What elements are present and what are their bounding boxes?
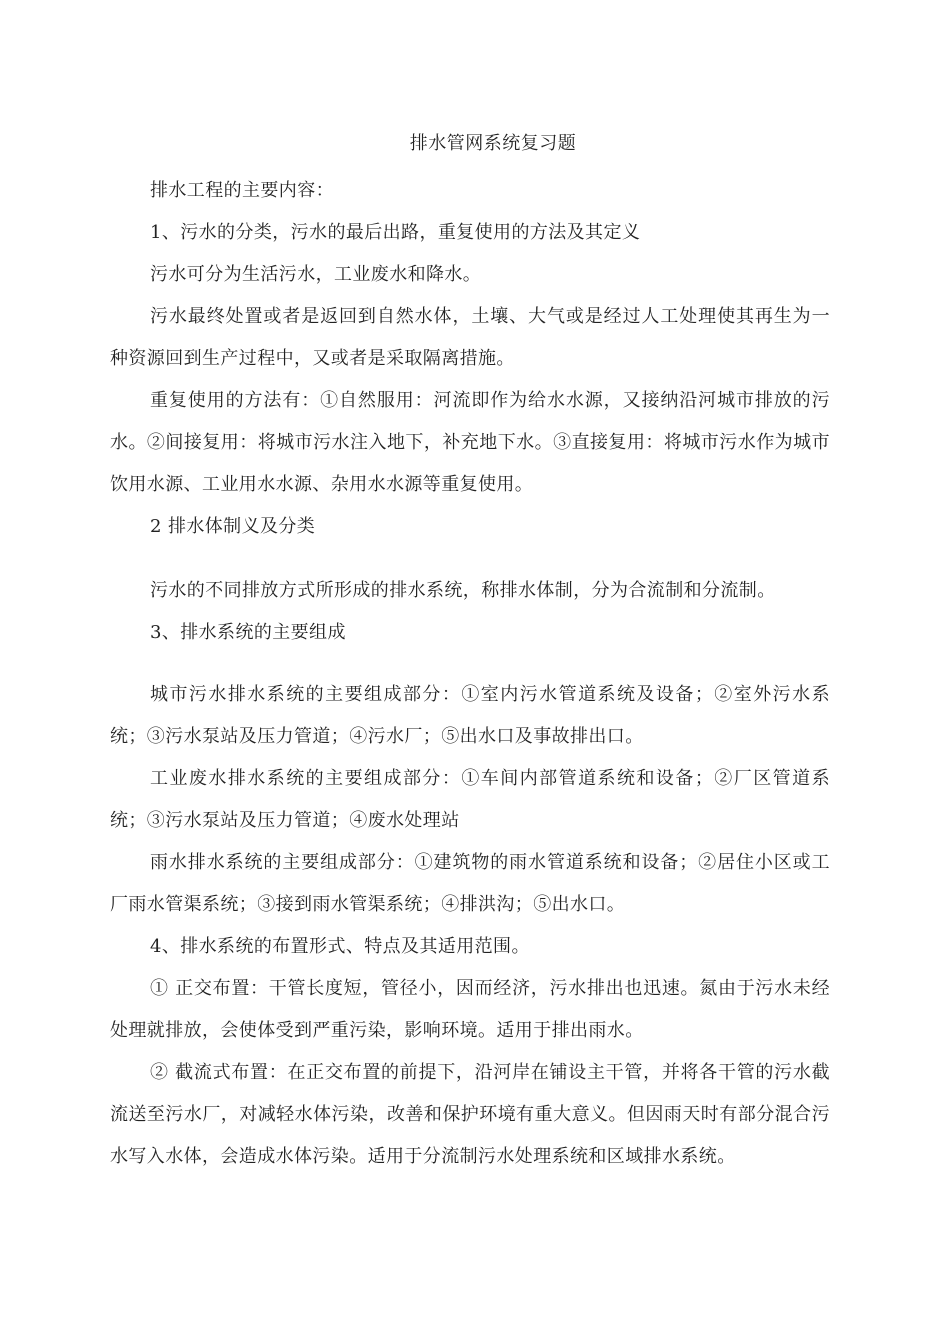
paragraph-heading-2: 2 排水体制义及分类 [150,516,316,537]
paragraph-heading-4: 4、排水系统的布置形式、特点及其适用范围。 [150,936,530,957]
paragraph-rainwater: 雨水排水系统的主要组成部分：①建筑物的雨水管道系统和设备；②居住小区或工厂雨水管渠系统；③接到雨水管渠系统；④排洪沟；⑤出水口。 [110,852,830,915]
paragraph-reuse-methods: 重复使用的方法有：①自然服用：河流即作为给水水源，又接纳沿河城市排放的污水。②间接复用：将城市污水注入地下，补充地下水。③直接复用：将城市污水作为城市饮用水源、工业用水水源、杂用水水源等重复使用。 [110,390,830,495]
paragraph-heading-3: 3、排水系统的主要组成 [150,622,346,643]
paragraph-intercepting-layout: ② 截流式布置：在正交布置的前提下，沿河岸在铺设主干管，并将各干管的污水截流送至污水厂，对减轻水体污染，改善和保护环境有重大意义。但因雨天时有部分混合污水写入水体，会造成水体污染。适用于分流制污水处理系统和区域排水系统。 [110,1062,830,1167]
paragraph-drainage-system: 污水的不同排放方式所形成的排水系统，称排水体制，分为合流制和分流制。 [150,580,776,601]
paragraph-urban-sewage: 城市污水排水系统的主要组成部分：①室内污水管道系统及设备；②室外污水系统；③污水泵站及压力管道；④污水厂；⑤出水口及事故排出口。 [110,684,830,747]
paragraph-heading-1: 1、污水的分类，污水的最后出路，重复使用的方法及其定义 [150,222,641,243]
document-body [110,170,830,1178]
paragraph-classification: 污水可分为生活污水，工业废水和降水。 [150,264,482,285]
paragraph-orthogonal-layout: ① 正交布置：干管长度短，管径小，因而经济，污水排出也迅速。氮由于污水未经处理就排放，会使体受到严重污染，影响环境。适用于排出雨水。 [110,978,830,1041]
paragraph-final-disposal: 污水最终处置或者是返回到自然水体，土壤、大气或是经过人工处理使其再生为一种资源回到生产过程中，又或者是采取隔离措施。 [110,306,830,369]
document-title: 排水管网系统复习题 [409,133,577,154]
paragraph-industrial-wastewater: 工业废水排水系统的主要组成部分：①车间内部管道系统和设备；②厂区管道系统；③污水泵站及压力管道；④废水处理站 [110,768,830,831]
paragraph-intro: 排水工程的主要内容： [150,180,334,201]
